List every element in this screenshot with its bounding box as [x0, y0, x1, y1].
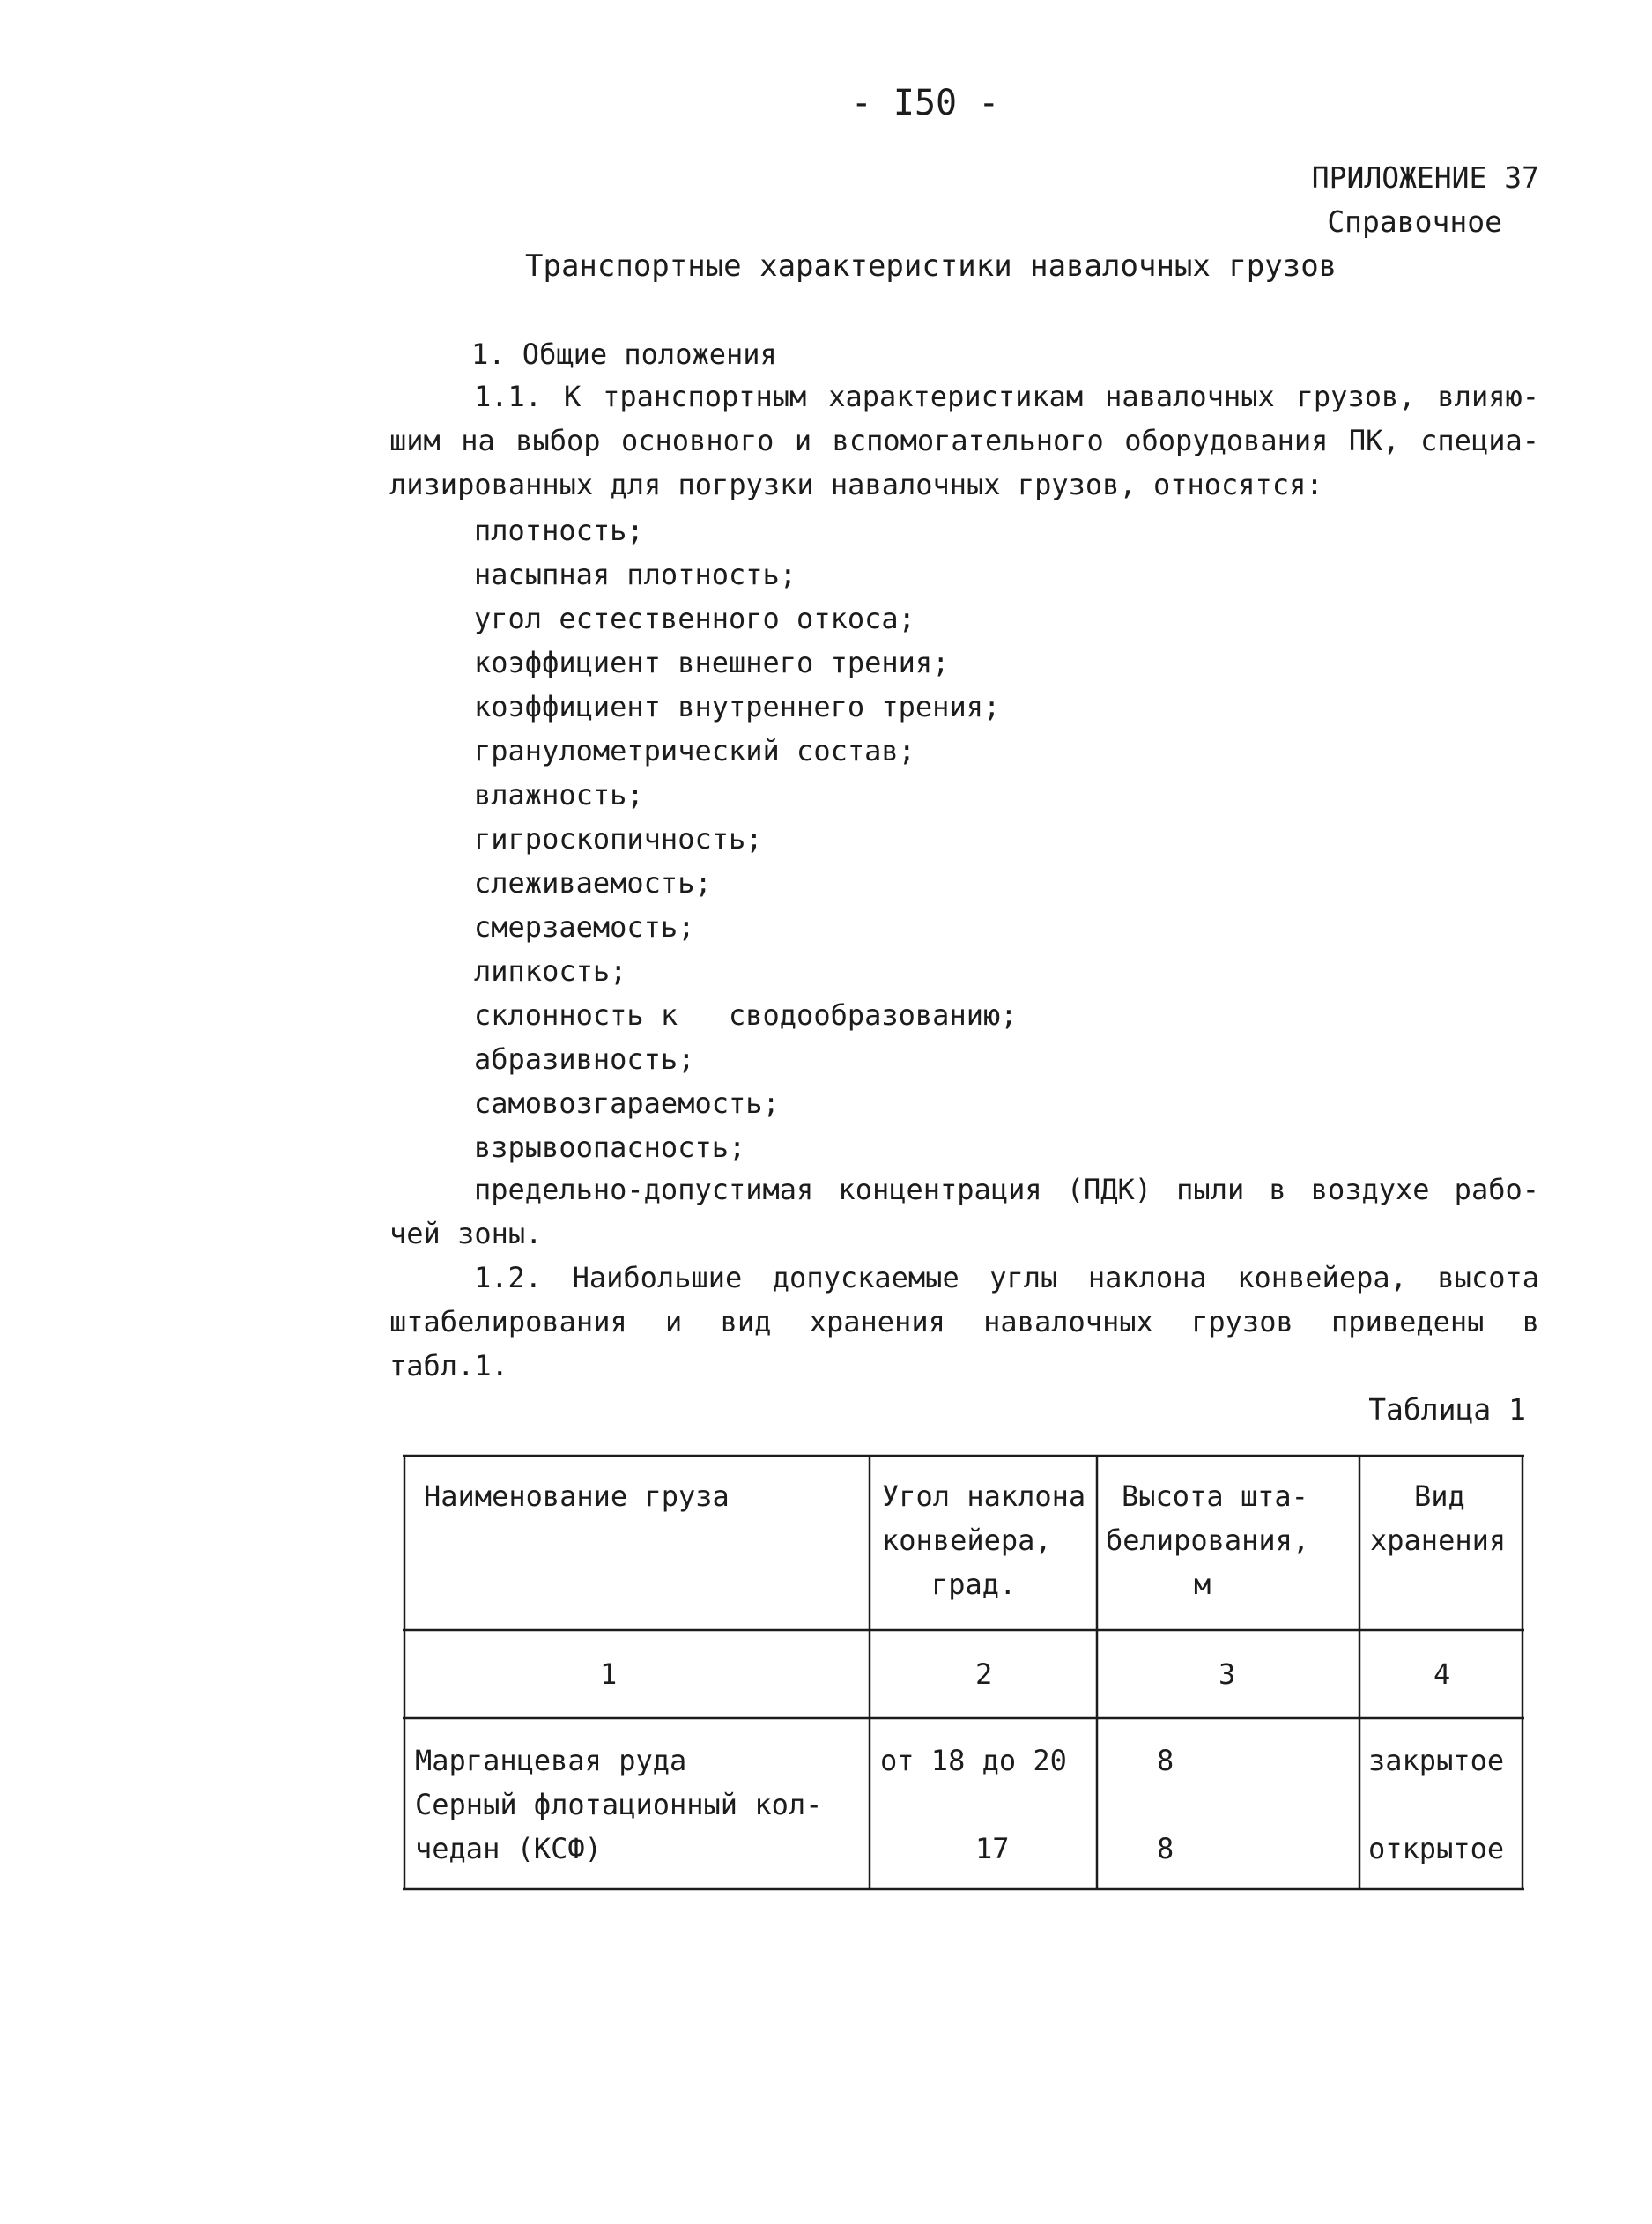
page-number: - I50 - [850, 83, 1000, 123]
list-item: коэффициент внутреннего трения; [474, 690, 1001, 723]
column-number: 4 [1433, 1657, 1451, 1691]
paragraph-1-2 [389, 1260, 1539, 1392]
row-1-cargo-name: Марганцевая руда [415, 1744, 687, 1777]
column-number: 3 [1219, 1657, 1236, 1691]
column-number: 2 [975, 1657, 993, 1691]
list-item: слеживаемость; [474, 866, 712, 900]
header-angle-line: Угол наклона [882, 1479, 1086, 1513]
row-2-angle: 17 [975, 1832, 1010, 1865]
list-item: влажность; [474, 778, 644, 812]
appendix-type: Справочное [1327, 204, 1502, 239]
paragraph-line: штабелирования и вид хранения навалочных грузов приведены в [389, 1305, 1539, 1338]
paragraph-line: табл.1. [389, 1349, 508, 1383]
header-cargo-name: Наименование груза [424, 1479, 730, 1513]
column-number: 1 [600, 1657, 618, 1691]
header-height-line: белирования, [1106, 1523, 1310, 1557]
paragraph-line: шим на выбор основного и вспомогательного оборудования ПК, специа- [389, 424, 1539, 457]
header-height-line: Высота шта- [1122, 1479, 1308, 1513]
list-item: угол естественного откоса; [474, 602, 915, 635]
row-2-cargo-name: чедан (КСФ) [415, 1832, 602, 1865]
paragraph-line: чей зоны. [389, 1217, 543, 1250]
row-1-height: 8 [1157, 1744, 1174, 1777]
paragraph-line: 1.1. К транспортным характеристикам навалочных грузов, влияю- [474, 380, 1539, 413]
list-item: липкость; [474, 954, 627, 988]
table-label: Таблица 1 [1368, 1392, 1526, 1427]
list-item: гигроскопичность; [474, 822, 763, 856]
paragraph-line: предельно-допустимая концентрация (ПДК) пыли в воздухе рабо- [474, 1173, 1539, 1206]
header-storage-line: Вид [1414, 1479, 1465, 1513]
paragraph-line: лизированных для погрузки навалочных грузов, относятся: [389, 468, 1323, 501]
document-title: Транспортные характеристики навалочных грузов [525, 248, 1337, 284]
paragraph-1-1 [389, 379, 1539, 511]
list-item: самовозгараемость; [474, 1086, 780, 1120]
list-item: плотность; [474, 514, 644, 547]
characteristics-list [474, 513, 1018, 1174]
list-item: склонность к сводообразованию; [474, 998, 1018, 1032]
list-item: смерзаемость; [474, 910, 695, 944]
list-item: взрывоопасность; [474, 1131, 746, 1164]
row-2-storage: открытое [1368, 1832, 1505, 1865]
section-heading: 1. Общие положения [471, 337, 777, 371]
row-2-cargo-name: Серный флотационный кол- [415, 1788, 823, 1821]
list-item: абразивность; [474, 1042, 695, 1076]
header-storage-line: хранения [1370, 1523, 1507, 1557]
row-2-height: 8 [1157, 1832, 1174, 1865]
header-angle-line: град. [931, 1568, 1017, 1601]
paragraph-line: 1.2. Наибольшие допускаемые углы наклона конвейера, высота [474, 1261, 1539, 1294]
row-1-storage: закрытое [1368, 1744, 1505, 1777]
table-grid [403, 1454, 1524, 1891]
row-1-angle: от 18 до 20 [880, 1744, 1067, 1777]
list-item: гранулометрический состав; [474, 734, 915, 767]
list-item: коэффициент внешнего трения; [474, 646, 950, 679]
pdk-item [389, 1172, 1539, 1260]
list-item: насыпная плотность; [474, 558, 797, 591]
header-angle-line: конвейера, [882, 1523, 1052, 1557]
header-height-line: м [1194, 1568, 1211, 1601]
appendix-label: ПРИЛОЖЕНИЕ 37 [1311, 160, 1539, 195]
cargo-table [403, 1454, 1524, 1891]
